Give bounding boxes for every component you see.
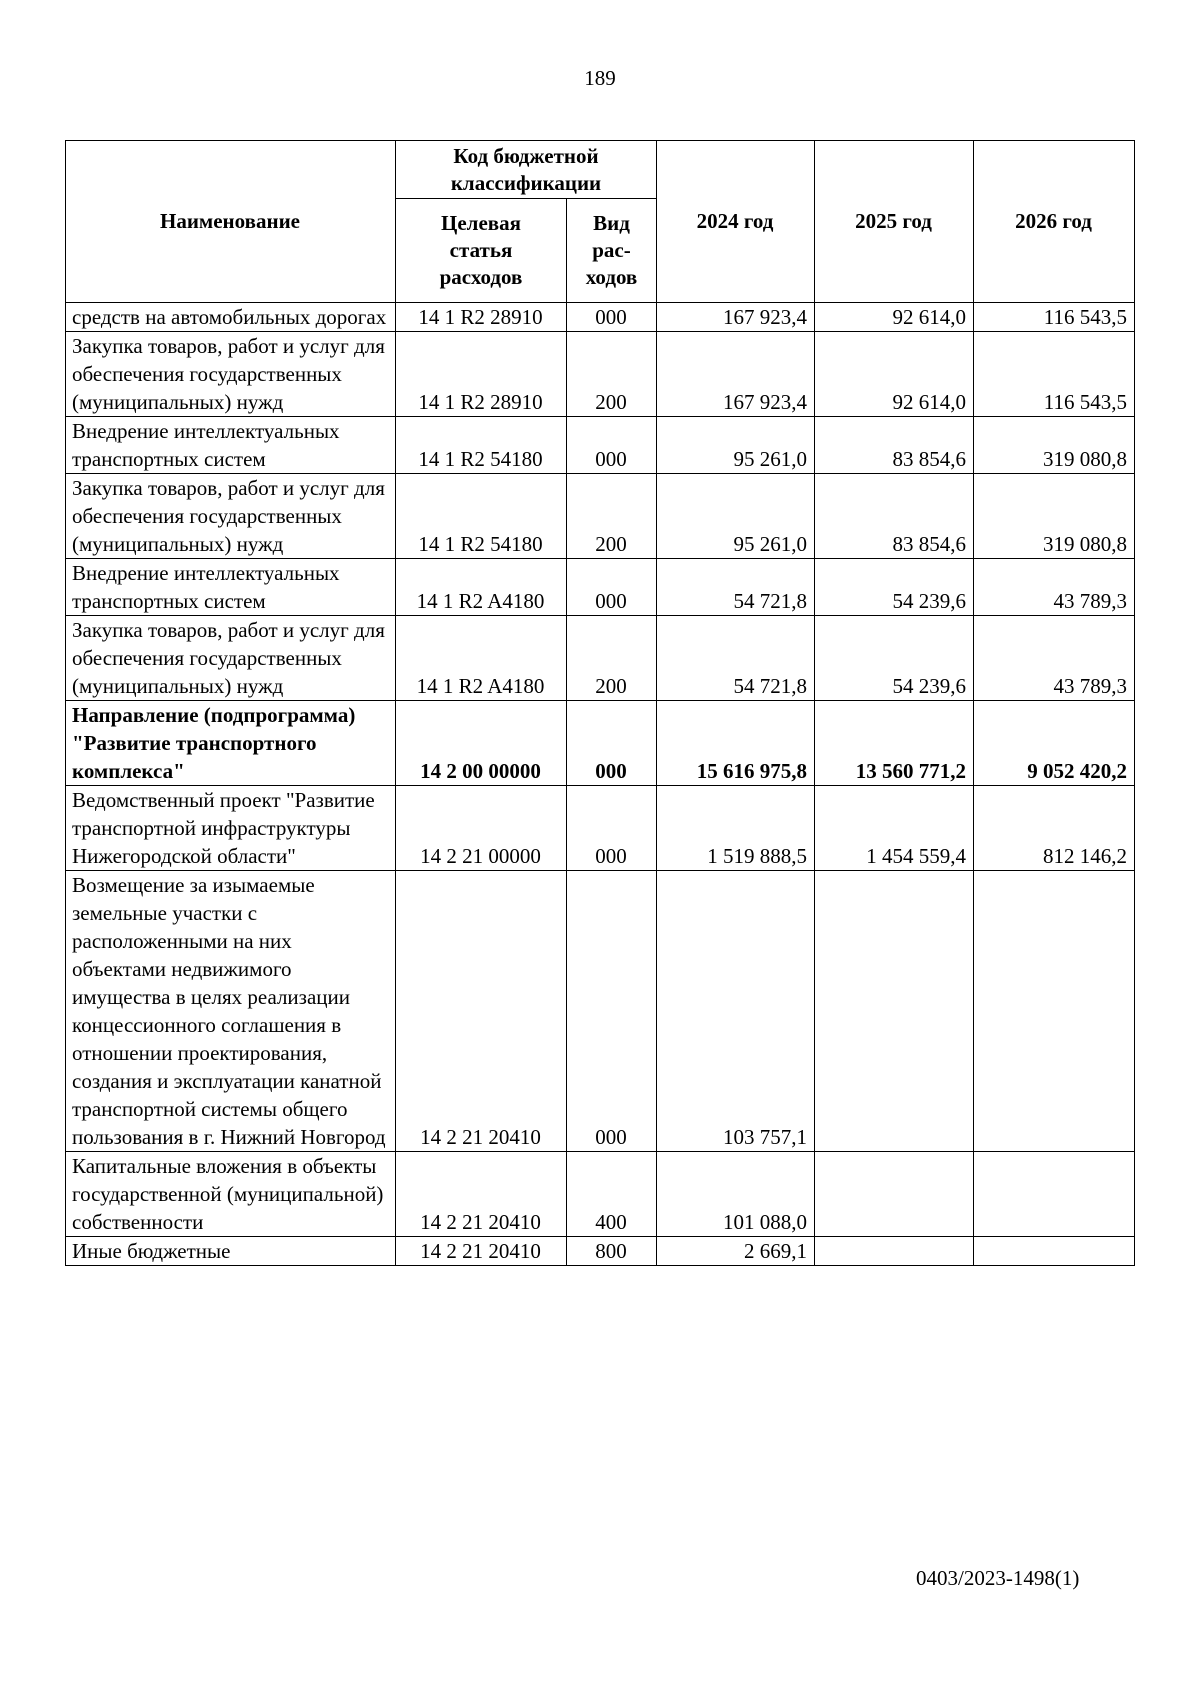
row-expense-type: 000: [567, 871, 657, 1152]
row-amount-2025: [815, 871, 974, 1152]
row-target-article: 14 1 R2 A4180: [396, 616, 567, 701]
row-amount-2025: 92 614,0: [815, 332, 974, 417]
row-amount-2024: 2 669,1: [657, 1237, 815, 1266]
row-amount-2026: [974, 871, 1135, 1152]
row-expense-type: 000: [567, 303, 657, 332]
row-expense-type: 400: [567, 1152, 657, 1237]
table-row: [66, 417, 1135, 474]
table-row: [66, 786, 1135, 871]
row-target-article: 14 1 R2 28910: [396, 332, 567, 417]
row-amount-2024: 54 721,8: [657, 616, 815, 701]
row-amount-2025: 83 854,6: [815, 474, 974, 559]
row-expense-type: 800: [567, 1237, 657, 1266]
header-budget-code: Код бюджетной классификации: [396, 141, 657, 199]
row-name: Возмещение за изымаемые земельные участки с расположенными на них объектами недвижимого имущества в целях реализации концессионного соглашения в отношении проектирования, создания и эксплуатации канатной транспортной системы общего пользования в г. Нижний Новгород: [66, 871, 396, 1152]
row-target-article: 14 1 R2 28910: [396, 303, 567, 332]
row-target-article: 14 2 21 20410: [396, 871, 567, 1152]
header-expense-type: Вид рас-ходов: [567, 199, 657, 303]
row-amount-2024: 15 616 975,8: [657, 701, 815, 786]
row-amount-2025: 13 560 771,2: [815, 701, 974, 786]
table-row: [66, 871, 1135, 1152]
header-2024: 2024 год: [657, 141, 815, 303]
header-name: Наименование: [66, 141, 396, 303]
row-amount-2026: 116 543,5: [974, 332, 1135, 417]
row-target-article: 14 2 00 00000: [396, 701, 567, 786]
row-target-article: 14 1 R2 54180: [396, 474, 567, 559]
table-row: [66, 559, 1135, 616]
row-name: Внедрение интеллектуальных транспортных систем: [66, 417, 396, 474]
page-number: 189: [584, 66, 616, 90]
row-name: средств на автомобильных дорогах: [66, 303, 396, 332]
table-row: [66, 616, 1135, 701]
row-expense-type: 200: [567, 332, 657, 417]
row-amount-2026: [974, 1237, 1135, 1266]
row-target-article: 14 2 21 00000: [396, 786, 567, 871]
table-body: [66, 303, 1135, 1266]
row-amount-2025: [815, 1152, 974, 1237]
row-target-article: 14 1 R2 54180: [396, 417, 567, 474]
row-name: Направление (подпрограмма) "Развитие транспортного комплекса": [66, 701, 396, 786]
row-amount-2024: 167 923,4: [657, 332, 815, 417]
row-amount-2025: [815, 1237, 974, 1266]
row-amount-2026: 812 146,2: [974, 786, 1135, 871]
budget-table: [65, 140, 1135, 1266]
table-row: [66, 1152, 1135, 1237]
row-expense-type: 000: [567, 417, 657, 474]
row-amount-2024: 95 261,0: [657, 417, 815, 474]
row-amount-2024: 103 757,1: [657, 871, 815, 1152]
row-amount-2026: 43 789,3: [974, 559, 1135, 616]
row-amount-2025: 83 854,6: [815, 417, 974, 474]
row-name: Иные бюджетные: [66, 1237, 396, 1266]
header-2026: 2026 год: [974, 141, 1135, 303]
row-expense-type: 000: [567, 559, 657, 616]
row-amount-2024: 167 923,4: [657, 303, 815, 332]
row-amount-2026: [974, 1152, 1135, 1237]
row-expense-type: 000: [567, 786, 657, 871]
row-name: Закупка товаров, работ и услуг для обеспечения государственных (муниципальных) нужд: [66, 332, 396, 417]
row-amount-2024: 54 721,8: [657, 559, 815, 616]
row-amount-2026: 43 789,3: [974, 616, 1135, 701]
row-amount-2024: 95 261,0: [657, 474, 815, 559]
table-row: [66, 474, 1135, 559]
row-amount-2026: 116 543,5: [974, 303, 1135, 332]
row-amount-2026: 9 052 420,2: [974, 701, 1135, 786]
table-row: [66, 332, 1135, 417]
header-2025: 2025 год: [815, 141, 974, 303]
row-amount-2025: 92 614,0: [815, 303, 974, 332]
row-target-article: 14 2 21 20410: [396, 1152, 567, 1237]
row-name: Закупка товаров, работ и услуг для обеспечения государственных (муниципальных) нужд: [66, 474, 396, 559]
document-code: 0403/2023-1498(1): [916, 1566, 1080, 1590]
row-amount-2024: 101 088,0: [657, 1152, 815, 1237]
row-amount-2026: 319 080,8: [974, 474, 1135, 559]
row-name: Ведомственный проект "Развитие транспортной инфраструктуры Нижегородской области": [66, 786, 396, 871]
row-name: Внедрение интеллектуальных транспортных систем: [66, 559, 396, 616]
row-amount-2025: 54 239,6: [815, 616, 974, 701]
row-amount-2024: 1 519 888,5: [657, 786, 815, 871]
row-amount-2025: 54 239,6: [815, 559, 974, 616]
row-expense-type: 200: [567, 616, 657, 701]
row-name: Капитальные вложения в объекты государственной (муниципальной) собственности: [66, 1152, 396, 1237]
row-target-article: 14 2 21 20410: [396, 1237, 567, 1266]
row-name: Закупка товаров, работ и услуг для обеспечения государственных (муниципальных) нужд: [66, 616, 396, 701]
table-row: [66, 1237, 1135, 1266]
row-expense-type: 200: [567, 474, 657, 559]
header-target-article: Целевая статья расходов: [396, 199, 567, 303]
row-expense-type: 000: [567, 701, 657, 786]
table-row: [66, 701, 1135, 786]
table-row: [66, 303, 1135, 332]
row-amount-2026: 319 080,8: [974, 417, 1135, 474]
row-amount-2025: 1 454 559,4: [815, 786, 974, 871]
row-target-article: 14 1 R2 A4180: [396, 559, 567, 616]
